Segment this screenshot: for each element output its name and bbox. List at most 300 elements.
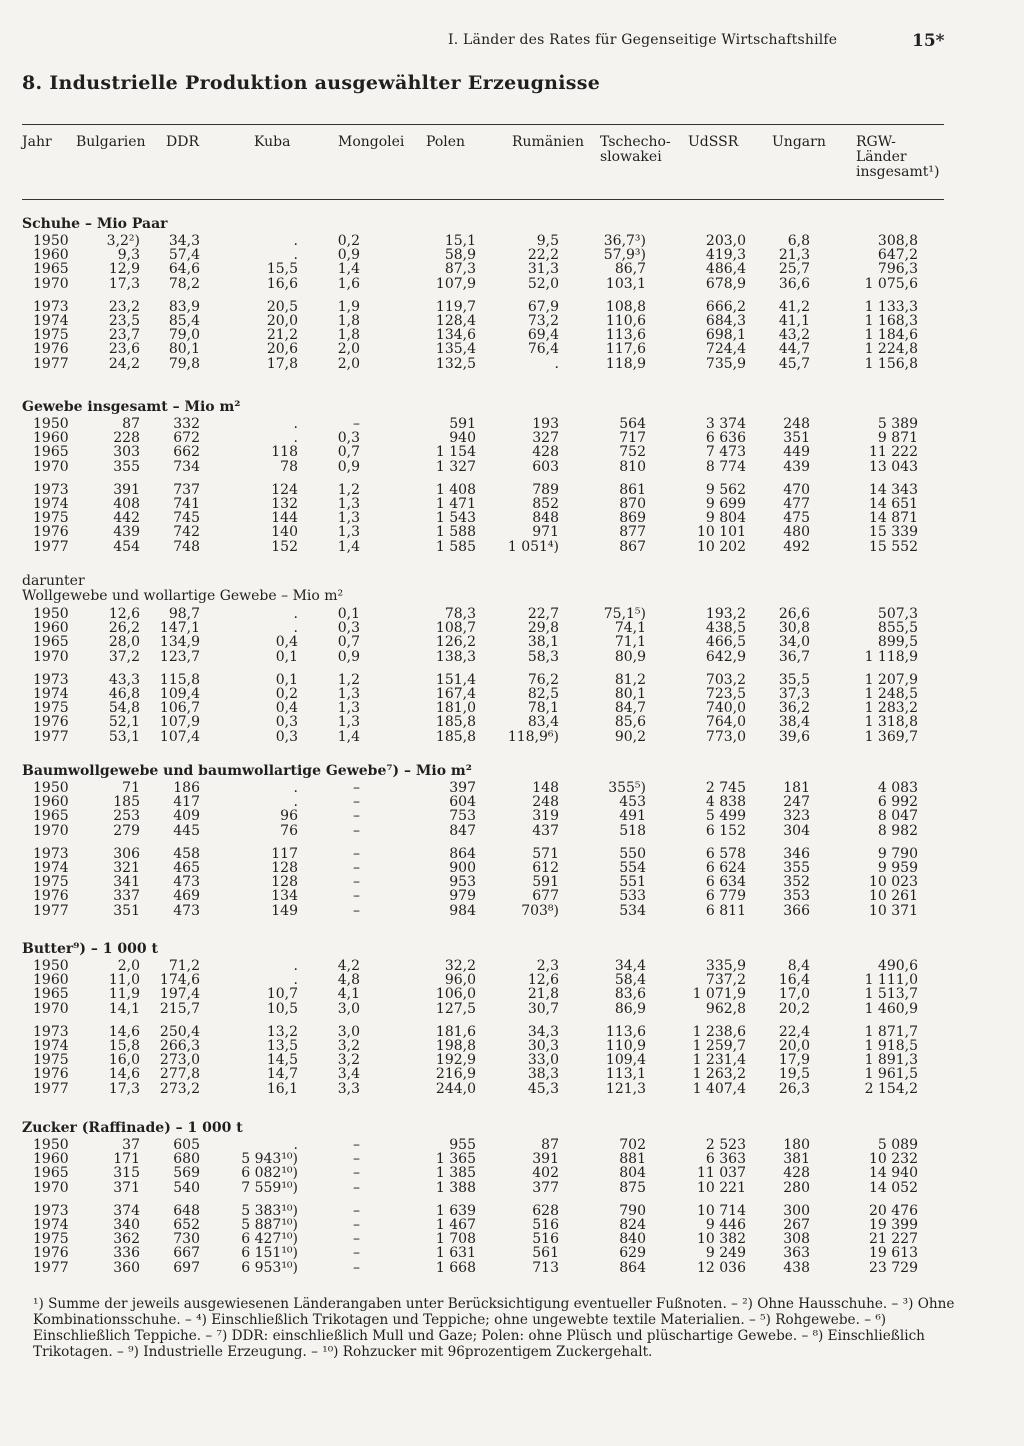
value-cell: 346 bbox=[783, 845, 810, 862]
value-cell: 470 bbox=[783, 481, 810, 498]
value-cell: 30,3 bbox=[527, 1038, 559, 1054]
value-cell: 677 bbox=[532, 888, 559, 905]
value-cell: 30,8 bbox=[778, 620, 810, 637]
value-cell: 15 339 bbox=[869, 524, 918, 541]
value-cell: 1 051⁴) bbox=[507, 538, 559, 555]
value-cell: 2,0 bbox=[337, 355, 360, 372]
value-cell: 17,0 bbox=[778, 986, 810, 1003]
value-cell: 5 089 bbox=[877, 1137, 918, 1153]
value-cell: 13 043 bbox=[869, 458, 918, 475]
value-cell: 6 636 bbox=[705, 430, 746, 447]
value-cell: 465 bbox=[173, 860, 200, 876]
value-cell: 69,4 bbox=[527, 327, 559, 344]
value-cell: 181,0 bbox=[435, 700, 476, 717]
value-cell: 591 bbox=[532, 874, 559, 891]
value-cell: 319 bbox=[532, 808, 559, 825]
value-cell: . bbox=[293, 620, 298, 637]
year-cell: 1976 bbox=[33, 524, 69, 541]
value-cell: 1 283,2 bbox=[864, 700, 918, 717]
value-cell: 327 bbox=[532, 430, 559, 447]
value-cell: 3,2 bbox=[337, 1038, 360, 1054]
value-cell: 15,5 bbox=[266, 261, 298, 278]
value-cell: 737 bbox=[173, 481, 200, 498]
value-cell: – bbox=[353, 888, 360, 905]
value-cell: 76,4 bbox=[527, 341, 559, 358]
value-cell: 244,0 bbox=[435, 1080, 476, 1097]
value-cell: 713 bbox=[532, 1259, 559, 1276]
value-cell: 745 bbox=[173, 510, 200, 527]
value-cell: 41,2 bbox=[778, 298, 810, 315]
value-cell: 697 bbox=[173, 1259, 200, 1276]
value-cell: 11,0 bbox=[108, 972, 140, 989]
value-cell: 1 168,3 bbox=[864, 313, 918, 329]
column-header: Tschecho- slowakei bbox=[600, 134, 671, 165]
value-cell: 250,4 bbox=[159, 1023, 200, 1040]
value-cell: 113,6 bbox=[605, 327, 646, 344]
year-cell: 1977 bbox=[33, 355, 69, 372]
value-cell: 71,1 bbox=[614, 634, 646, 651]
value-cell: 8,4 bbox=[787, 958, 810, 974]
value-cell: 1,4 bbox=[337, 538, 360, 555]
value-cell: 16,4 bbox=[778, 972, 810, 989]
value-cell: 300 bbox=[783, 1202, 810, 1219]
value-cell: 12 036 bbox=[697, 1259, 746, 1276]
value-cell: 14 651 bbox=[869, 496, 918, 512]
year-cell: 1950 bbox=[33, 958, 69, 974]
value-cell: 126,2 bbox=[435, 634, 476, 651]
value-cell: 29,8 bbox=[527, 620, 559, 637]
value-cell: 605 bbox=[173, 1137, 200, 1153]
value-cell: 4 838 bbox=[705, 794, 746, 811]
value-cell: 1 585 bbox=[435, 538, 476, 555]
value-cell: 37 bbox=[122, 1137, 140, 1153]
value-cell: 134,9 bbox=[159, 634, 200, 651]
value-cell: 12,6 bbox=[108, 606, 140, 622]
value-cell: 877 bbox=[619, 524, 646, 541]
value-cell: 0,1 bbox=[275, 648, 298, 665]
value-cell: 764,0 bbox=[705, 714, 746, 731]
value-cell: 117,6 bbox=[605, 341, 646, 358]
year-cell: 1977 bbox=[33, 902, 69, 919]
value-cell: 21,2 bbox=[266, 327, 298, 344]
section-heading: Schuhe – Mio Paar bbox=[22, 216, 168, 232]
table-row bbox=[0, 824, 1024, 839]
year-cell: 1973 bbox=[33, 1202, 69, 1219]
year-cell: 1965 bbox=[33, 634, 69, 651]
value-cell: 662 bbox=[173, 444, 200, 461]
value-cell: 147,1 bbox=[159, 620, 200, 637]
column-header: Kuba bbox=[254, 134, 291, 150]
value-cell: 453 bbox=[619, 794, 646, 811]
value-cell: 4 083 bbox=[877, 780, 918, 796]
value-cell: 79,0 bbox=[168, 327, 200, 344]
value-cell: 144 bbox=[271, 510, 298, 527]
year-cell: 1950 bbox=[33, 233, 69, 249]
value-cell: 266,3 bbox=[159, 1038, 200, 1054]
column-header: UdSSR bbox=[688, 134, 739, 150]
value-cell: 83,6 bbox=[614, 986, 646, 1003]
value-cell: 551 bbox=[619, 874, 646, 891]
year-cell: 1977 bbox=[33, 1080, 69, 1097]
value-cell: 113,1 bbox=[605, 1066, 646, 1083]
value-cell: 0,9 bbox=[337, 458, 360, 475]
value-cell: 16,6 bbox=[266, 275, 298, 292]
year-cell: 1960 bbox=[33, 794, 69, 811]
value-cell: 6 363 bbox=[705, 1151, 746, 1168]
value-cell: 875 bbox=[619, 1179, 646, 1196]
value-cell: 96,0 bbox=[444, 972, 476, 989]
value-cell: 629 bbox=[619, 1245, 646, 1262]
value-cell: 1 263,2 bbox=[692, 1066, 746, 1083]
value-cell: 867 bbox=[619, 538, 646, 555]
value-cell: 20,2 bbox=[778, 1000, 810, 1017]
value-cell: 1 408 bbox=[435, 481, 476, 498]
value-cell: 26,6 bbox=[778, 606, 810, 622]
value-cell: 0,1 bbox=[337, 606, 360, 622]
value-cell: 953 bbox=[449, 874, 476, 891]
value-cell: 80,9 bbox=[614, 648, 646, 665]
value-cell: 24,2 bbox=[108, 355, 140, 372]
value-cell: 5 499 bbox=[705, 808, 746, 825]
value-cell: 14,7 bbox=[266, 1066, 298, 1083]
year-cell: 1975 bbox=[33, 700, 69, 717]
value-cell: 684,3 bbox=[705, 313, 746, 329]
year-cell: 1975 bbox=[33, 327, 69, 344]
value-cell: 475 bbox=[783, 510, 810, 527]
value-cell: 127,5 bbox=[435, 1000, 476, 1017]
value-cell: 402 bbox=[532, 1165, 559, 1182]
value-cell: 0,9 bbox=[337, 648, 360, 665]
value-cell: 353 bbox=[783, 888, 810, 905]
year-cell: 1975 bbox=[33, 1231, 69, 1248]
value-cell: 0,3 bbox=[337, 620, 360, 637]
value-cell: 273,2 bbox=[159, 1080, 200, 1097]
value-cell: 13,5 bbox=[266, 1038, 298, 1054]
value-cell: 1 224,8 bbox=[864, 341, 918, 358]
value-cell: – bbox=[353, 1137, 360, 1153]
value-cell: . bbox=[293, 606, 298, 622]
value-cell: 861 bbox=[619, 481, 646, 498]
table-row bbox=[0, 650, 1024, 665]
value-cell: – bbox=[353, 902, 360, 919]
value-cell: 438,5 bbox=[705, 620, 746, 637]
value-cell: 2,3 bbox=[536, 958, 559, 974]
value-cell: 652 bbox=[173, 1217, 200, 1233]
value-cell: 1 543 bbox=[435, 510, 476, 527]
value-cell: 86,7 bbox=[614, 261, 646, 278]
value-cell: 3,4 bbox=[337, 1066, 360, 1083]
year-cell: 1977 bbox=[33, 728, 69, 745]
value-cell: 4,2 bbox=[337, 958, 360, 974]
section-heading: Butter⁹) – 1 000 t bbox=[22, 941, 158, 957]
value-cell: 267 bbox=[783, 1217, 810, 1233]
value-cell: 355⁵) bbox=[608, 780, 646, 796]
value-cell: 64,6 bbox=[168, 261, 200, 278]
value-cell: 1 327 bbox=[435, 458, 476, 475]
value-cell: 30,7 bbox=[527, 1000, 559, 1017]
value-cell: 742 bbox=[173, 524, 200, 541]
value-cell: 4,8 bbox=[337, 972, 360, 989]
value-cell: 1 513,7 bbox=[864, 986, 918, 1003]
value-cell: 355 bbox=[783, 860, 810, 876]
value-cell: 351 bbox=[113, 902, 140, 919]
value-cell: 752 bbox=[619, 444, 646, 461]
value-cell: 1,3 bbox=[337, 686, 360, 702]
year-cell: 1974 bbox=[33, 1038, 69, 1054]
value-cell: 648 bbox=[173, 1202, 200, 1219]
value-cell: 128 bbox=[271, 874, 298, 891]
value-cell: 428 bbox=[783, 1165, 810, 1182]
value-cell: 5 389 bbox=[877, 416, 918, 432]
value-cell: 121,3 bbox=[605, 1080, 646, 1097]
value-cell: 466,5 bbox=[705, 634, 746, 651]
value-cell: 439 bbox=[783, 458, 810, 475]
value-cell: 36,7³) bbox=[603, 233, 646, 249]
value-cell: 1 668 bbox=[435, 1259, 476, 1276]
value-cell: 847 bbox=[449, 822, 476, 839]
value-cell: 1 369,7 bbox=[864, 728, 918, 745]
value-cell: 28,0 bbox=[108, 634, 140, 651]
value-cell: 6 151¹⁰) bbox=[241, 1245, 298, 1262]
value-cell: 753 bbox=[449, 808, 476, 825]
value-cell: 10 371 bbox=[869, 902, 918, 919]
value-cell: 78,1 bbox=[527, 700, 559, 717]
column-header: Mongolei bbox=[338, 134, 405, 150]
value-cell: 703⁸) bbox=[521, 902, 559, 919]
value-cell: 321 bbox=[113, 860, 140, 876]
value-cell: 151,4 bbox=[435, 671, 476, 688]
value-cell: 1,3 bbox=[337, 496, 360, 512]
value-cell: 351 bbox=[783, 430, 810, 447]
value-cell: – bbox=[353, 794, 360, 811]
value-cell: 6 953¹⁰) bbox=[241, 1259, 298, 1276]
value-cell: 45,3 bbox=[527, 1080, 559, 1097]
value-cell: 1,3 bbox=[337, 714, 360, 731]
value-cell: 14 871 bbox=[869, 510, 918, 527]
value-cell: 10 023 bbox=[869, 874, 918, 891]
value-cell: 680 bbox=[173, 1151, 200, 1168]
value-cell: 702 bbox=[619, 1137, 646, 1153]
value-cell: 41,1 bbox=[778, 313, 810, 329]
table-row bbox=[0, 357, 1024, 372]
value-cell: 58,9 bbox=[444, 247, 476, 264]
value-cell: 280 bbox=[783, 1179, 810, 1196]
value-cell: 735,9 bbox=[705, 355, 746, 372]
value-cell: 3,0 bbox=[337, 1000, 360, 1017]
value-cell: 44,7 bbox=[778, 341, 810, 358]
value-cell: 6 624 bbox=[705, 860, 746, 876]
value-cell: 83,4 bbox=[527, 714, 559, 731]
value-cell: – bbox=[353, 1231, 360, 1248]
value-cell: 740,0 bbox=[705, 700, 746, 717]
value-cell: 14 343 bbox=[869, 481, 918, 498]
value-cell: 87,3 bbox=[444, 261, 476, 278]
running-head: I. Länder des Rates für Gegenseitige Wirtschaftshilfe bbox=[448, 32, 838, 48]
value-cell: 5 383¹⁰) bbox=[241, 1202, 298, 1219]
value-cell: 180 bbox=[783, 1137, 810, 1153]
value-cell: 19 613 bbox=[869, 1245, 918, 1262]
year-cell: 1977 bbox=[33, 538, 69, 555]
value-cell: 82,5 bbox=[527, 686, 559, 702]
value-cell: 381 bbox=[783, 1151, 810, 1168]
value-cell: 37,2 bbox=[108, 648, 140, 665]
value-cell: 135,4 bbox=[435, 341, 476, 358]
value-cell: 5 943¹⁰) bbox=[241, 1151, 298, 1168]
value-cell: 71,2 bbox=[168, 958, 200, 974]
value-cell: 181,6 bbox=[435, 1023, 476, 1040]
value-cell: 85,6 bbox=[614, 714, 646, 731]
value-cell: 1 467 bbox=[435, 1217, 476, 1233]
value-cell: 273,0 bbox=[159, 1052, 200, 1069]
value-cell: 128 bbox=[271, 860, 298, 876]
value-cell: 32,2 bbox=[444, 958, 476, 974]
table-row bbox=[0, 460, 1024, 475]
value-cell: 193,2 bbox=[705, 606, 746, 622]
value-cell: 76,2 bbox=[527, 671, 559, 688]
value-cell: 109,4 bbox=[605, 1052, 646, 1069]
table-row bbox=[0, 1261, 1024, 1276]
value-cell: 79,8 bbox=[168, 355, 200, 372]
year-cell: 1960 bbox=[33, 430, 69, 447]
value-cell: 22,2 bbox=[527, 247, 559, 264]
value-cell: 36,6 bbox=[778, 275, 810, 292]
value-cell: 492 bbox=[783, 538, 810, 555]
value-cell: 419,3 bbox=[705, 247, 746, 264]
value-cell: 1 385 bbox=[435, 1165, 476, 1182]
value-cell: 962,8 bbox=[705, 1000, 746, 1017]
value-cell: – bbox=[353, 874, 360, 891]
value-cell: 193 bbox=[532, 416, 559, 432]
value-cell: 248 bbox=[532, 794, 559, 811]
value-cell: 85,4 bbox=[168, 313, 200, 329]
value-cell: 11,9 bbox=[108, 986, 140, 1003]
value-cell: 900 bbox=[449, 860, 476, 876]
value-cell: 38,1 bbox=[527, 634, 559, 651]
value-cell: 6,8 bbox=[787, 233, 810, 249]
value-cell: 12,9 bbox=[108, 261, 140, 278]
year-cell: 1970 bbox=[33, 1179, 69, 1196]
value-cell: 34,0 bbox=[778, 634, 810, 651]
value-cell: 73,2 bbox=[527, 313, 559, 329]
value-cell: 90,2 bbox=[614, 728, 646, 745]
value-cell: 1,3 bbox=[337, 700, 360, 717]
value-cell: 10,5 bbox=[266, 1000, 298, 1017]
value-cell: 717 bbox=[619, 430, 646, 447]
value-cell: 1 075,6 bbox=[864, 275, 918, 292]
value-cell: 58,4 bbox=[614, 972, 646, 989]
value-cell: . bbox=[293, 972, 298, 989]
value-cell: 34,3 bbox=[168, 233, 200, 249]
value-cell: 724,4 bbox=[705, 341, 746, 358]
value-cell: 1 365 bbox=[435, 1151, 476, 1168]
value-cell: 1 891,3 bbox=[864, 1052, 918, 1069]
year-cell: 1976 bbox=[33, 714, 69, 731]
value-cell: 110,6 bbox=[605, 313, 646, 329]
value-cell: 57,4 bbox=[168, 247, 200, 264]
value-cell: 15 552 bbox=[869, 538, 918, 555]
year-cell: 1950 bbox=[33, 416, 69, 432]
year-cell: 1976 bbox=[33, 341, 69, 358]
value-cell: 979 bbox=[449, 888, 476, 905]
value-cell: 22,4 bbox=[778, 1023, 810, 1040]
value-cell: 43,3 bbox=[108, 671, 140, 688]
value-cell: 564 bbox=[619, 416, 646, 432]
value-cell: – bbox=[353, 822, 360, 839]
value-cell: 21,3 bbox=[778, 247, 810, 264]
value-cell: 78,3 bbox=[444, 606, 476, 622]
year-cell: 1975 bbox=[33, 1052, 69, 1069]
year-cell: 1974 bbox=[33, 860, 69, 876]
page-title: 8. Industrielle Produktion ausgewählter Erzeugnisse bbox=[22, 72, 601, 94]
value-cell: 1 471 bbox=[435, 496, 476, 512]
value-cell: 864 bbox=[619, 1259, 646, 1276]
value-cell: 26,2 bbox=[108, 620, 140, 637]
value-cell: 117 bbox=[271, 845, 298, 862]
value-cell: 377 bbox=[532, 1179, 559, 1196]
value-cell: 824 bbox=[619, 1217, 646, 1233]
value-cell: 439 bbox=[113, 524, 140, 541]
value-cell: 20,5 bbox=[266, 298, 298, 315]
value-cell: . bbox=[293, 233, 298, 249]
year-cell: 1970 bbox=[33, 822, 69, 839]
value-cell: 737,2 bbox=[705, 972, 746, 989]
value-cell: 9 249 bbox=[705, 1245, 746, 1262]
value-cell: – bbox=[353, 1245, 360, 1262]
section-subheading: Wollgewebe und wollartige Gewebe – Mio m² bbox=[22, 588, 344, 604]
column-header: Ungarn bbox=[772, 134, 826, 150]
value-cell: 118 bbox=[271, 444, 298, 461]
value-cell: 138,3 bbox=[435, 648, 476, 665]
value-cell: 1 708 bbox=[435, 1231, 476, 1248]
value-cell: 550 bbox=[619, 845, 646, 862]
value-cell: 612 bbox=[532, 860, 559, 876]
value-cell: 458 bbox=[173, 845, 200, 862]
value-cell: 518 bbox=[619, 822, 646, 839]
value-cell: 23,7 bbox=[108, 327, 140, 344]
year-cell: 1970 bbox=[33, 1000, 69, 1017]
value-cell: 12,6 bbox=[527, 972, 559, 989]
value-cell: 128,4 bbox=[435, 313, 476, 329]
value-cell: 17,8 bbox=[266, 355, 298, 372]
value-cell: 181 bbox=[783, 780, 810, 796]
table-row bbox=[0, 904, 1024, 919]
year-cell: 1976 bbox=[33, 1066, 69, 1083]
value-cell: 3,2 bbox=[337, 1052, 360, 1069]
value-cell: 789 bbox=[532, 481, 559, 498]
value-cell: 20,6 bbox=[266, 341, 298, 358]
value-cell: 7 473 bbox=[705, 444, 746, 461]
value-cell: 34,3 bbox=[527, 1023, 559, 1040]
value-cell: 23,2 bbox=[108, 298, 140, 315]
value-cell: 110,9 bbox=[605, 1038, 646, 1054]
value-cell: 8 774 bbox=[705, 458, 746, 475]
value-cell: 15,1 bbox=[444, 233, 476, 249]
value-cell: 25,7 bbox=[778, 261, 810, 278]
year-cell: 1974 bbox=[33, 496, 69, 512]
value-cell: 9 562 bbox=[705, 481, 746, 498]
table-row bbox=[0, 847, 1024, 862]
value-cell: 17,3 bbox=[108, 275, 140, 292]
value-cell: 10 101 bbox=[697, 524, 746, 541]
value-cell: 52,0 bbox=[527, 275, 559, 292]
year-cell: 1965 bbox=[33, 1165, 69, 1182]
value-cell: 36,7 bbox=[778, 648, 810, 665]
value-cell: 78,2 bbox=[168, 275, 200, 292]
value-cell: 391 bbox=[532, 1151, 559, 1168]
year-cell: 1965 bbox=[33, 808, 69, 825]
value-cell: 323 bbox=[783, 808, 810, 825]
footnotes: ¹) Summe der jeweils ausgewiesenen Länderangaben unter Berücksichtigung eventueller Fußnoten. – ²) Ohne Hausschuhe. – ³) Ohne Kombinationsschuhe. – ⁴) Einschließlich Trikotagen und Teppiche; ohne ungewebte textile Materialien. – ⁵) Rohgewebe. – ⁶) Einschließlich Teppiche. – ⁷) DDR: einschließlich Mull und Gaze; Polen: ohne Plüsch und plüschartige Gewebe. – ⁸) Einschließlich Trikotagen. – ⁹) Industrielle Erzeugung. – ¹⁰) Rohzucker mit 96prozentigem Zuckergehalt. bbox=[33, 1296, 955, 1360]
